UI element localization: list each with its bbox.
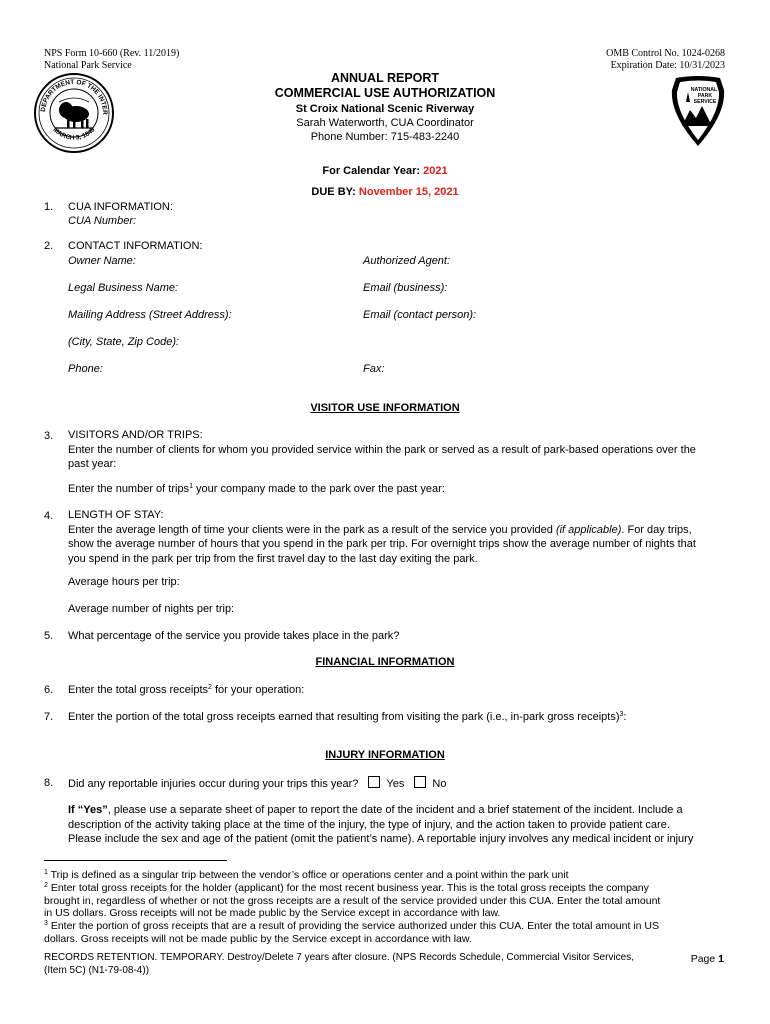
average-nights-label: Average number of nights per trip:: [68, 603, 235, 615]
retention-line-2: (Item 5C) (N1-79-08-4)): [44, 964, 150, 976]
footnote-2: [44, 882, 734, 895]
percentage-question: What percentage of the service you provide takes place in the park?: [68, 630, 400, 642]
coordinator-phone: Phone Number: 715-483-2240: [310, 131, 460, 143]
footnote-ref-2: 2: [208, 684, 212, 691]
section-2-number: 2.: [44, 240, 54, 252]
due-date: [0, 186, 770, 198]
footnote-3-number: 3: [44, 920, 48, 928]
stay-instr-line-3: you spend in the park per trip from the first travel day to the last day exiting the park.: [68, 552, 478, 565]
email-contact-label: Email (contact person):: [363, 309, 477, 321]
cua-info-heading: CUA INFORMATION:: [68, 201, 173, 213]
owner-name-label: Owner Name:: [68, 255, 136, 267]
visitors-instructions: Enter the number of clients for whom you provided service within the park or served as a result of park-based operations over the: [68, 443, 696, 456]
visitor-use-heading: VISITOR USE INFORMATION: [310, 402, 460, 414]
yes-checkbox[interactable]: [368, 776, 380, 788]
cua-number-label: CUA Number:: [68, 215, 137, 227]
legal-business-name-label: Legal Business Name:: [68, 282, 179, 294]
svg-text:U.S. DEPARTMENT OF THE INTERIO: DEPARTMENT OF THE INTER: [39, 78, 109, 115]
email-business-label: Email (business):: [363, 282, 448, 294]
report-title: ANNUAL REPORT: [330, 71, 440, 85]
footnote-3: [44, 920, 734, 933]
in-park-receipts-question: [68, 710, 626, 724]
footnote-2-number: 2: [44, 881, 48, 889]
injury-instr-1: , please use a separate sheet of paper to report the date of the incident and a brief statement of the incident. Include a: [107, 804, 683, 816]
section-4-number: 4.: [44, 510, 54, 522]
section-3-number: 3.: [44, 430, 54, 442]
fax-label: Fax:: [363, 363, 385, 375]
injury-question: Did any reportable injuries occur during your trips this year?: [68, 778, 359, 790]
section-1-number: 1.: [44, 201, 54, 213]
due-label: DUE BY:: [311, 186, 356, 198]
section-6-number: 6.: [44, 684, 54, 696]
records-retention: [44, 952, 654, 977]
length-of-stay-heading: LENGTH OF STAY:: [68, 509, 164, 521]
footnote-ref-3: 3: [619, 711, 624, 718]
coordinator: Sarah Waterworth, CUA Coordinator: [296, 117, 474, 129]
gross-receipts-question: [68, 683, 304, 697]
trips-text-cont: your company made to the park over the past year:: [192, 483, 445, 495]
park-name: St Croix National Scenic Riverway: [295, 103, 475, 115]
footnote-2-line-3: in US dollars. Gross receipts will not be made public by the Service except in accordance with law.: [44, 907, 501, 920]
phone-label: Phone:: [68, 363, 103, 375]
footnote-1-number: 1: [44, 869, 48, 876]
section-8-number: 8.: [44, 777, 54, 789]
footnote-3-text: Enter the portion of gross receipts that are a result of providing the service authorized under this CUA. Enter the total amount in US: [47, 920, 659, 933]
title-block: [0, 71, 770, 144]
stay-instr-1b: (if applicable): [555, 523, 622, 536]
section-7-number: 7.: [44, 711, 54, 723]
in-park-receipts-text-cont: :: [623, 711, 627, 723]
report-subtitle: COMMERCIAL USE AUTHORIZATION: [274, 86, 496, 100]
trips-question: [68, 482, 445, 496]
page-label: Page: [690, 953, 719, 965]
gross-receipts-text: Enter the total gross receipts: [68, 684, 209, 696]
section-1: [68, 200, 173, 228]
section-4: [68, 508, 733, 566]
svg-text:MARCH 3, 1849: MARCH 3, 1849: [51, 126, 97, 142]
svg-text:NATIONAL: NATIONAL: [690, 87, 718, 93]
footnote-ref-1: 1: [189, 483, 193, 490]
form-number: [44, 48, 179, 72]
calendar-year: [0, 165, 770, 177]
financial-heading: FINANCIAL INFORMATION: [315, 656, 455, 668]
calendar-year-value: 2021: [423, 165, 448, 177]
footnote-1: [44, 869, 734, 882]
visitors-instructions-cont: past year:: [68, 458, 117, 470]
yes-label: Yes: [386, 778, 405, 790]
footnote-divider: [44, 860, 227, 861]
footnote-3-line-2: dollars. Gross receipts will not be made public by the Service except in accordance with law.: [44, 932, 472, 945]
footnote-2-line-2: brought in, regardless of whether or not the gross receipts are a result of the service provided under this CUA. Enter the total amount: [44, 894, 661, 907]
injury-instr-line-3: Please include the sex and age of the patient (omit the patient’s name). A reportable injury involves any medical incident or injury: [68, 833, 694, 845]
section-5-number: 5.: [44, 630, 54, 642]
city-state-zip-label: (City, State, Zip Code):: [68, 336, 180, 348]
injury-instr-line-1: [68, 803, 738, 818]
footnote-1-text: Trip is defined as a singular trip between the vendor’s office or operations center and a point within the park unit: [47, 869, 569, 881]
footnote-2-text: Enter total gross receipts for the holder (applicant) for the most recent business year. This is the total gross receipts the company: [47, 881, 649, 894]
section-3: [68, 428, 728, 472]
stay-instr-line-1: [68, 523, 733, 538]
no-checkbox[interactable]: [414, 776, 426, 788]
form-number-text: NPS Form 10-660 (Rev. 11/2019): [44, 48, 180, 59]
authorized-agent-label: Authorized Agent:: [363, 255, 451, 267]
stay-instr-1c: . For day trips,: [621, 523, 692, 536]
page-indicator: [691, 953, 724, 965]
injury-heading: INJURY INFORMATION: [325, 749, 445, 761]
page-number: 1: [718, 953, 724, 965]
in-park-receipts-text: Enter the portion of the total gross receipts earned that resulting from visiting the park (i.e., in-park gross receipts): [68, 711, 620, 723]
injury-instructions: [68, 803, 738, 847]
omb-info: [606, 48, 725, 72]
stay-instr-1a: Enter the average length of time your clients were in the park as a result of the service you provided: [68, 523, 556, 536]
average-hours-label: Average hours per trip:: [68, 576, 180, 588]
no-label: No: [432, 778, 447, 790]
trips-text: Enter the number of trips: [68, 483, 190, 495]
injury-question-row: [68, 776, 446, 791]
injury-instr-line-2: description of the activity taking place at the time of the injury, the type of injury, and the action taken to provide patient care.: [68, 818, 670, 831]
due-date-value: November 15, 2021: [358, 186, 459, 198]
stay-instr-line-2: show the average number of hours that you spend in the park per trip. For overnight trips show the average number of nights that: [68, 538, 696, 550]
if-yes-label: If “Yes”: [68, 804, 108, 816]
visitors-trips-heading: VISITORS AND/OR TRIPS:: [68, 429, 203, 441]
svg-text:SERVICE: SERVICE: [693, 99, 717, 105]
svg-text:PARK: PARK: [697, 93, 713, 99]
agency-text: National Park Service: [44, 60, 132, 71]
contact-info-heading: CONTACT INFORMATION:: [68, 240, 203, 252]
footnotes: [44, 869, 734, 946]
calendar-year-label: For Calendar Year:: [322, 165, 421, 177]
retention-line-1: RECORDS RETENTION. TEMPORARY. Destroy/Delete 7 years after closure. (NPS Records Schedule, Commercial Visitor Services,: [44, 952, 634, 963]
omb-control-text: OMB Control No. 1024-0268: [606, 48, 725, 59]
expiration-text: Expiration Date: 10/31/2023: [610, 60, 725, 71]
mailing-address-label: Mailing Address (Street Address):: [68, 309, 232, 321]
gross-receipts-text-cont: for your operation:: [211, 684, 305, 696]
